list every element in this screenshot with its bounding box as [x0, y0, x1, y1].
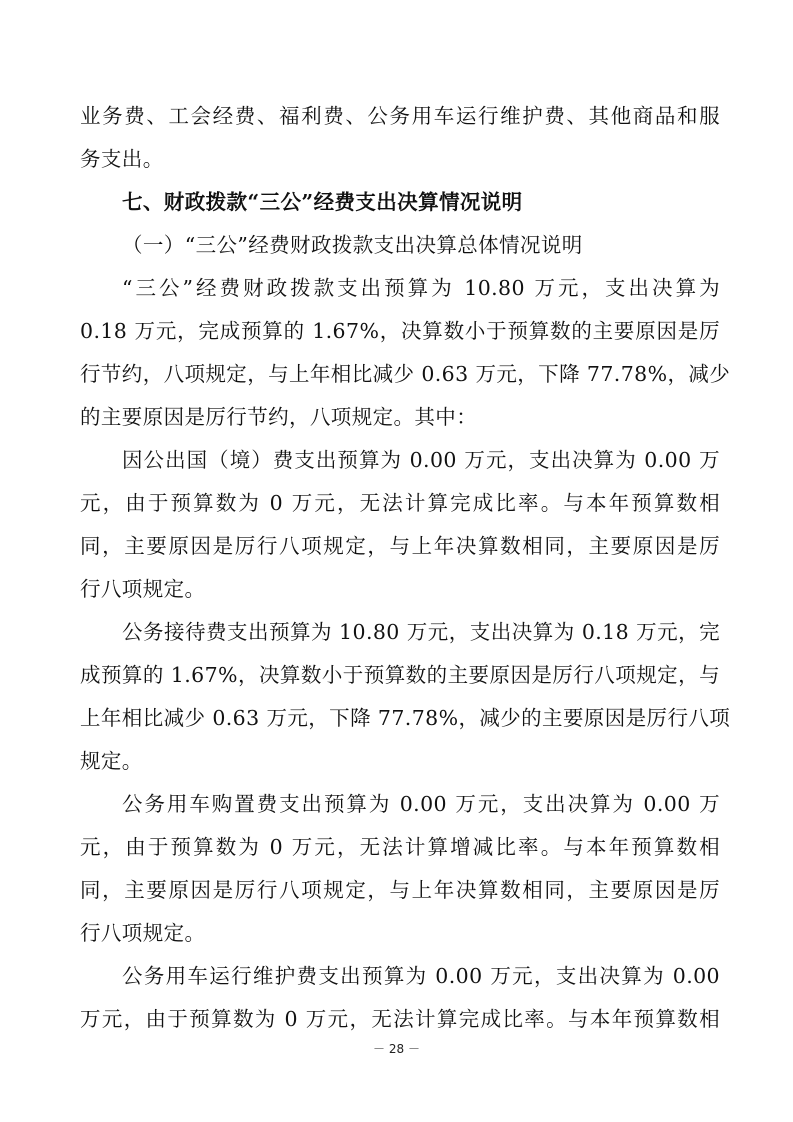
paragraph-line: 公务用车购置费支出预算为 0.00 万元，支出决算为 0.00 万 [122, 792, 720, 816]
paragraph-line: 务支出。 [80, 147, 164, 171]
paragraph-line: 同，主要原因是厉行八项规定，与上年决算数相同，主要原因是厉 [80, 534, 720, 558]
page-number: － 28 － [373, 1042, 420, 1056]
paragraph-line: 的主要原因是厉行节约，八项规定。其中： [80, 405, 478, 429]
paragraph-line: 行八项规定。 [80, 577, 206, 601]
paragraph-line: 公务接待费支出预算为 10.80 万元，支出决算为 0.18 万元，完 [122, 620, 720, 644]
paragraph-line: 因公出国（境）费支出预算为 0.00 万元，支出决算为 0.00 万 [122, 448, 720, 472]
paragraph-line: “三公”经费财政拨款支出预算为 10.80 万元，支出决算为 [122, 276, 720, 300]
paragraph-line: 元，由于预算数为 0 万元，无法计算完成比率。与本年预算数相 [80, 491, 720, 515]
paragraph-line: 万元，由于预算数为 0 万元，无法计算完成比率。与本年预算数相 [80, 1007, 720, 1031]
paragraph-line: 行八项规定。 [80, 921, 206, 945]
paragraph-line: 同，主要原因是厉行八项规定，与上年决算数相同，主要原因是厉 [80, 878, 720, 902]
paragraph-line: 业务费、工会经费、福利费、公务用车运行维护费、其他商品和服 [80, 104, 720, 128]
paragraph-line: 规定。 [80, 749, 143, 773]
paragraph-line: 0.18 万元，完成预算的 1.67%，决算数小于预算数的主要原因是厉 [80, 319, 720, 343]
paragraph-line: 行节约，八项规定，与上年相比减少 0.63 万元，下降 77.78%，减少 [80, 362, 731, 386]
subsection-heading: （一）“三公”经费财政拨款支出决算总体情况说明 [122, 233, 583, 257]
paragraph-line: 元，由于预算数为 0 万元，无法计算增减比率。与本年预算数相 [80, 835, 720, 859]
paragraph-line: 公务用车运行维护费支出预算为 0.00 万元，支出决算为 0.00 [122, 964, 720, 988]
section-heading: 七、财政拨款“三公”经费支出决算情况说明 [122, 190, 523, 214]
paragraph-line: 上年相比减少 0.63 万元，下降 77.78%，减少的主要原因是厉行八项 [80, 706, 731, 730]
paragraph-line: 成预算的 1.67%，决算数小于预算数的主要原因是厉行八项规定，与 [80, 663, 720, 687]
